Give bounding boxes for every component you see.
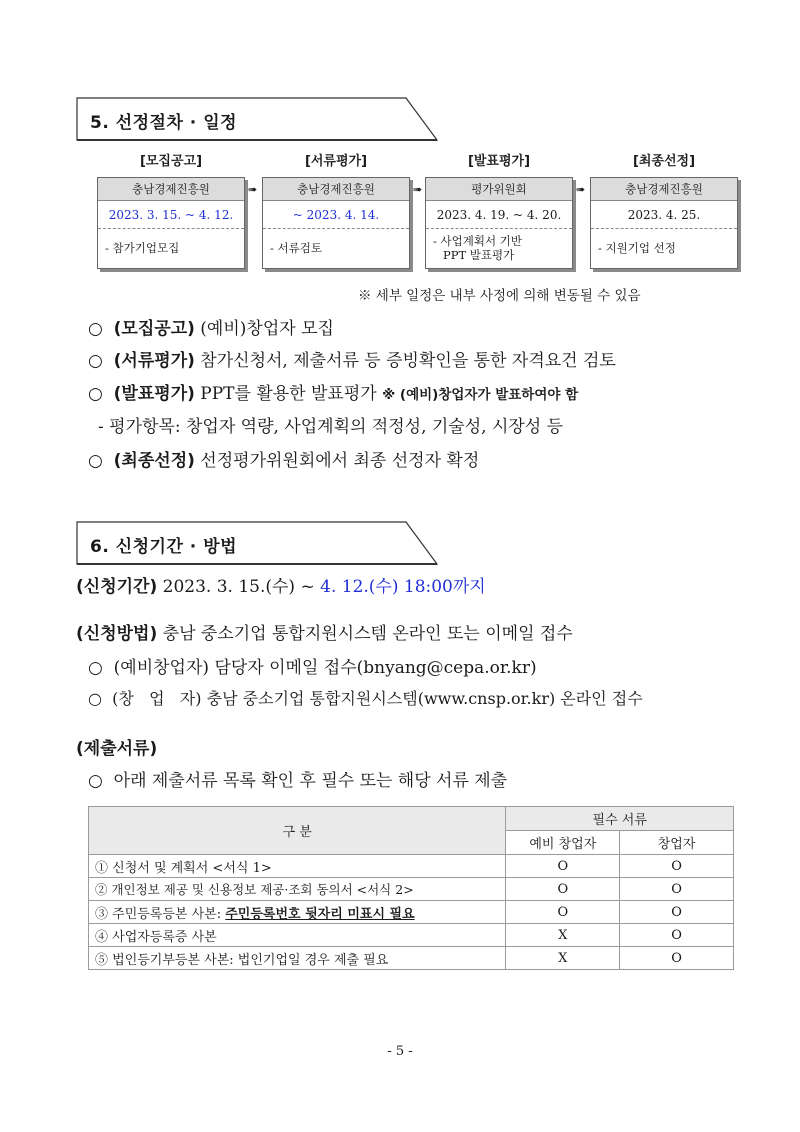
bullet-criteria: - 평가항목: 창업자 역량, 사업계획의 적정성, 기술성, 시장성 등 (98, 417, 564, 437)
required-documents-table (88, 806, 734, 970)
header-required: 필수 서류 (506, 807, 734, 831)
section-5-header (76, 97, 438, 141)
stage-recruit (97, 152, 245, 269)
stage-label: [서류평가] (304, 154, 368, 169)
schedule-note: ※ 세부 일정은 내부 사정에 의해 변동될 수 있음 (358, 288, 641, 304)
bullet-document-review: ○ (서류평가) 참가신청서, 제출서류 등 증빙확인을 통한 자격요건 검토 (88, 351, 616, 371)
arrow-icon: ➠ (576, 183, 586, 196)
stage-presentation (425, 152, 573, 269)
method-founder: ○ (창 업 자) 충남 중소기업 통합지원시스템(www.cnsp.or.kr) 온라인 접수 (88, 689, 643, 708)
stage-box (425, 177, 573, 269)
section-6-title: 6. 신청기간 · 방법 (90, 537, 238, 557)
stage-box (590, 177, 738, 269)
stage-label: [최종선정] (632, 154, 696, 169)
stage-date: 2023. 4. 25. (591, 201, 737, 229)
submission-docs-label: (제출서류) (76, 739, 158, 759)
application-period: (신청기간) 2023. 3. 15.(수) ~ 4. 12.(수) 18:00까지 (76, 577, 486, 597)
stage-org: 충남경제진흥원 (263, 178, 409, 201)
stage-desc: - 사업계획서 기반 PPT 발표평가 (433, 234, 522, 262)
table-header-row (89, 807, 734, 831)
bullet-final: ○ (최종선정) 선정평가위원회에서 최종 선정자 확정 (88, 451, 480, 471)
stage-label: [발표평가] (467, 154, 531, 169)
bullet-recruit: ○ (모집공고) (예비)창업자 모집 (88, 319, 334, 339)
stage-desc: - 서류검토 (270, 241, 322, 255)
stage-box (97, 177, 245, 269)
section-6-header (76, 521, 438, 565)
table-row: ② 개인정보 제공 및 신용정보 제공·조회 동의서 <서식 2> O O (89, 878, 734, 901)
submission-docs-intro: ○ 아래 제출서류 목록 확인 후 필수 또는 해당 서류 제출 (88, 771, 508, 791)
stage-org: 평가위원회 (426, 178, 572, 201)
stage-desc: - 참가기업모집 (105, 241, 180, 255)
table-row: ⑤ 법인등기부등본 사본: 법인기업일 경우 제출 필요 X O (89, 947, 734, 970)
page-number: - 5 - (387, 1044, 413, 1059)
method-pre-founder: ○ (예비창업자) 담당자 이메일 접수(bnyang@cepa.or.kr) (88, 658, 537, 678)
table-row: ④ 사업자등록증 사본 X O (89, 924, 734, 947)
header-pre-founder: 예비 창업자 (506, 831, 620, 855)
bullet-presentation: ○ (발표평가) PPT를 활용한 발표평가 ※ (예비)창업자가 발표하여야 함 (88, 384, 579, 404)
stage-date: 2023. 4. 19. ~ 4. 20. (426, 201, 572, 229)
application-method: (신청방법) 충남 중소기업 통합지원시스템 온라인 또는 이메일 접수 (76, 624, 573, 644)
stage-box (262, 177, 410, 269)
stage-date: ~ 2023. 4. 14. (263, 201, 409, 229)
stage-org: 충남경제진흥원 (591, 178, 737, 201)
header-founder: 창업자 (620, 831, 734, 855)
section-5-title: 5. 선정절차 · 일정 (90, 113, 238, 133)
table-row: ③ 주민등록등본 사본: 주민등록번호 뒷자리 미표시 필요 O O (89, 901, 734, 924)
stage-desc: - 지원기업 선정 (598, 241, 676, 255)
stage-date: 2023. 3. 15. ~ 4. 12. (98, 201, 244, 229)
stage-final (590, 152, 738, 269)
arrow-icon: ➠ (248, 183, 258, 196)
table-row: ① 신청서 및 계획서 <서식 1> O O (89, 855, 734, 878)
emphasis-note: 주민등록번호 뒷자리 미표시 필요 (225, 906, 415, 922)
arrow-icon: ➠ (413, 183, 423, 196)
header-category: 구 분 (89, 807, 506, 855)
stage-document-review (262, 152, 410, 269)
stage-label: [모집공고] (139, 154, 203, 169)
stage-org: 충남경제진흥원 (98, 178, 244, 201)
